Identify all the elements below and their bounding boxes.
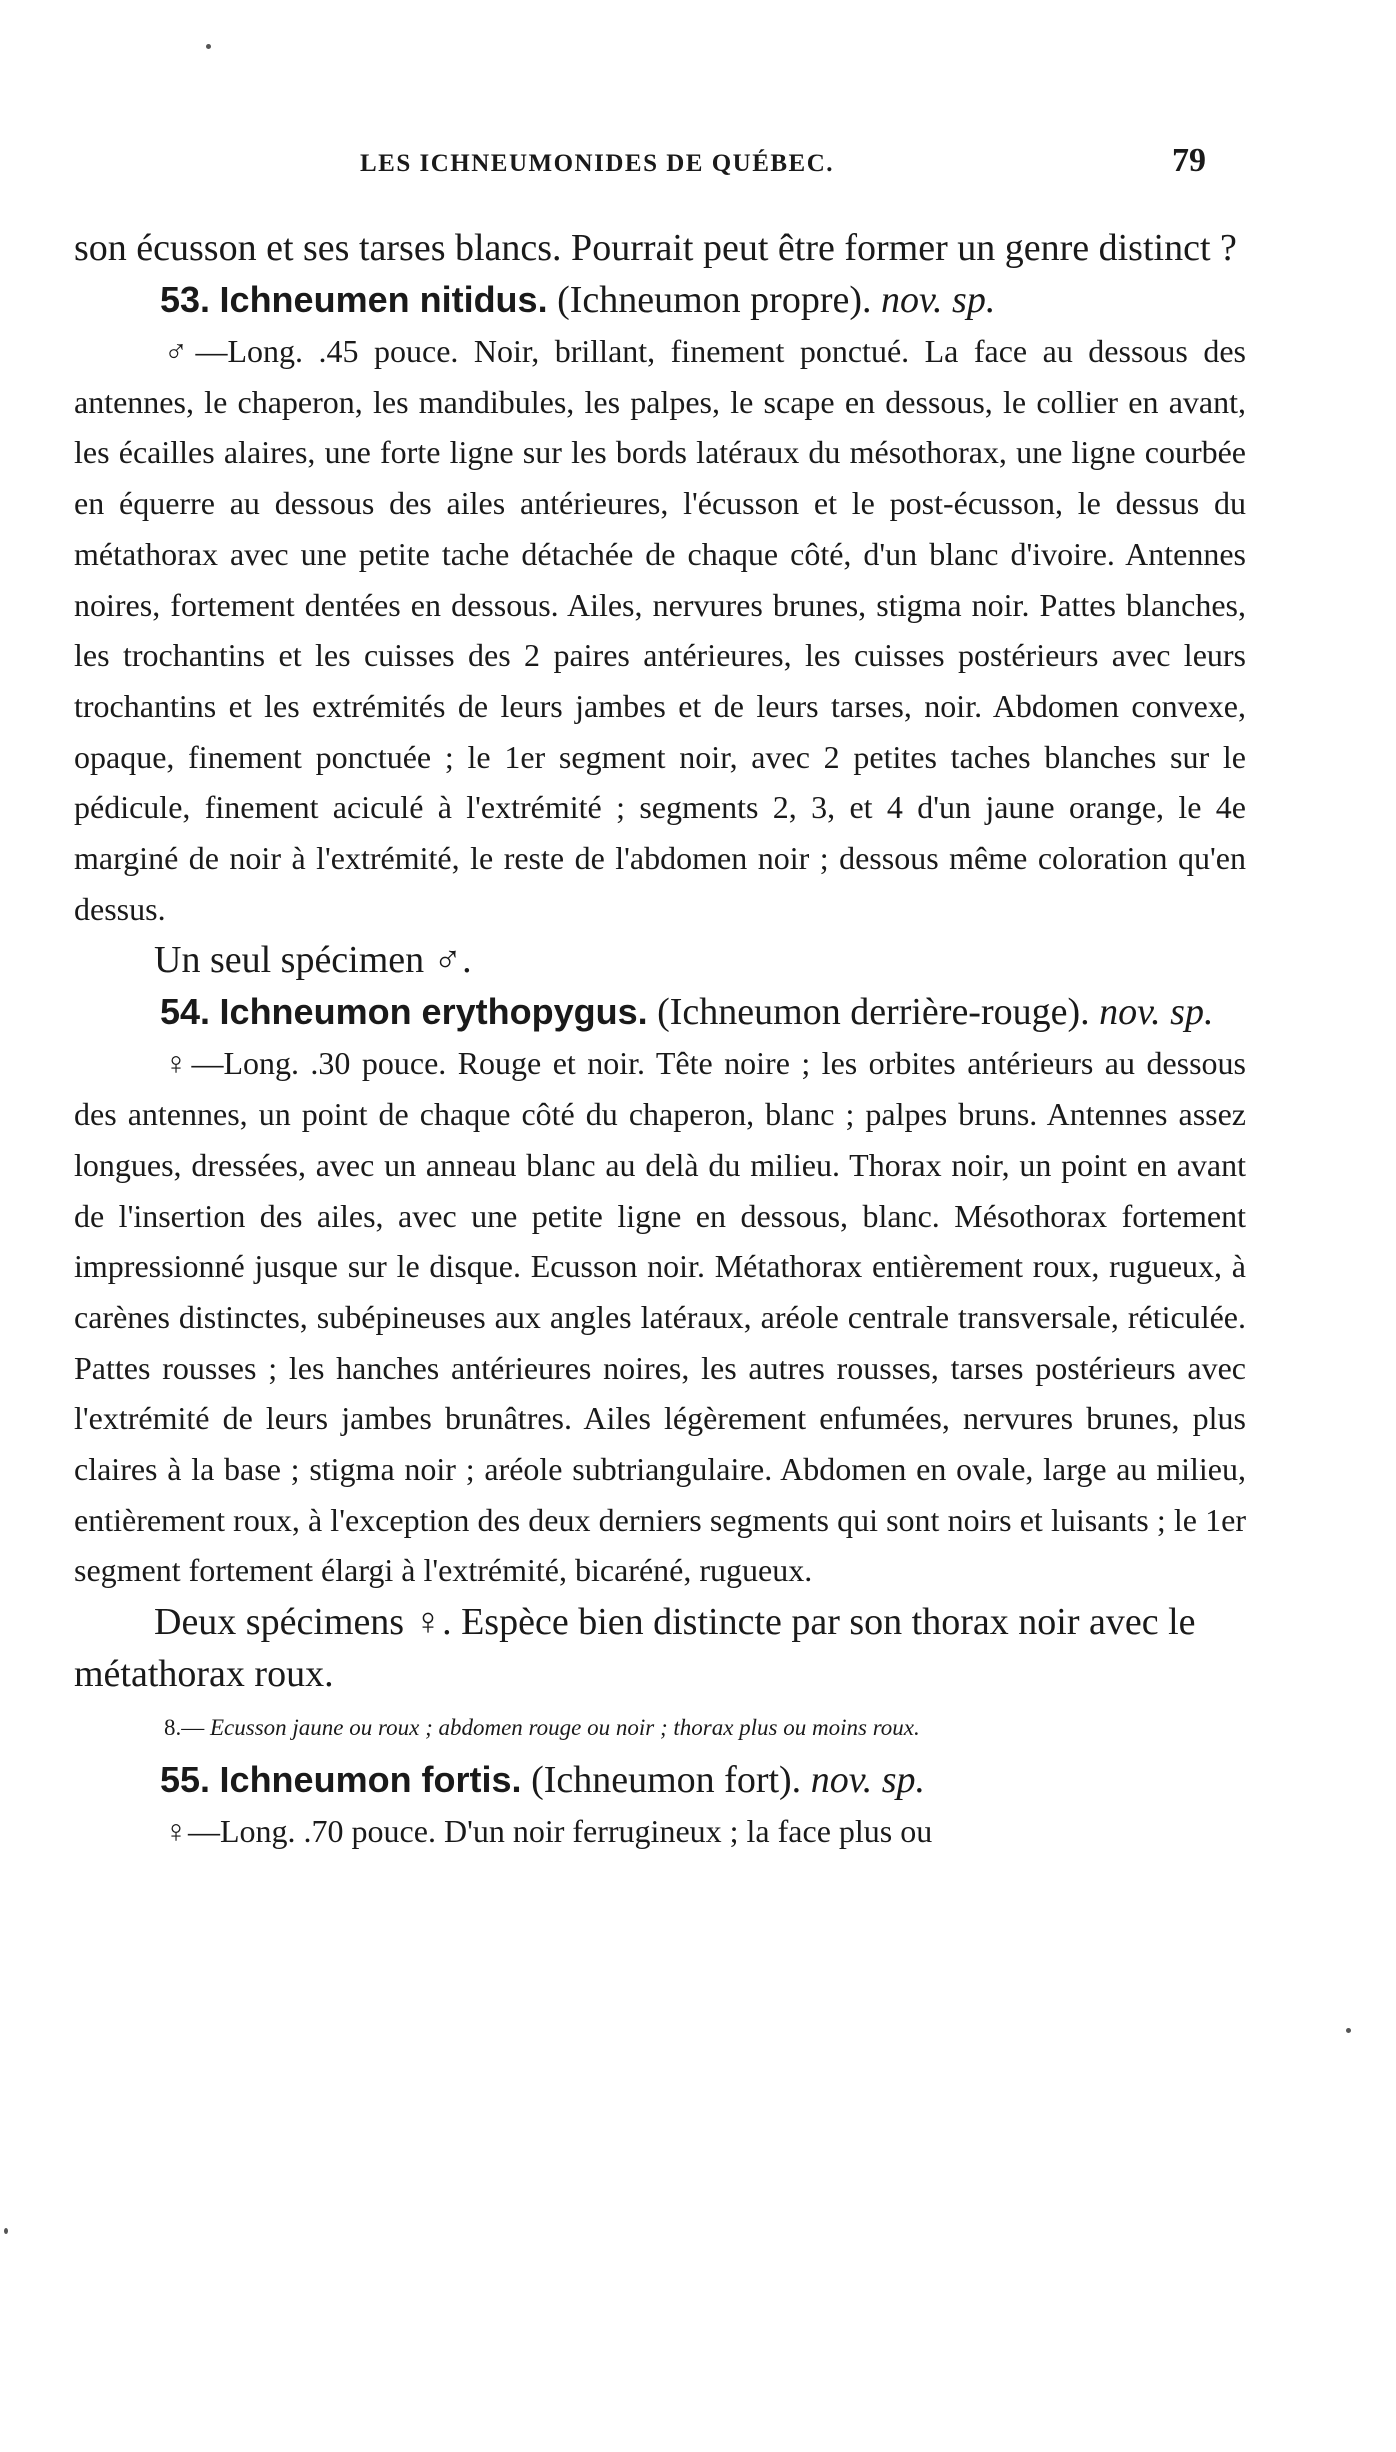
print-speck xyxy=(4,2228,8,2234)
footnote xyxy=(74,1708,1246,1748)
species-status: nov. sp. xyxy=(1099,991,1214,1034)
continuation-paragraph: son écusson et ses tarses blancs. Pourrait peut être former un genre distinct ? xyxy=(74,227,1237,269)
species-status: nov. sp. xyxy=(881,279,996,321)
species-name: Ichneumon erythopygus. xyxy=(219,991,648,1033)
species-heading-53 xyxy=(74,274,1246,326)
species-description-54: ♀—Long. .30 pouce. Rouge et noir. Tête noire ; les orbites antérieurs au dessous des antennes, un point de chaque côté du chaperon, blanc ; palpes bruns. Antennes assez longues, dressées, avec un anneau blanc au delà du milieu. Thorax noir, un point en avant de l'insertion des ailes, avec une petite ligne en dessous, blanc. Mésothorax fortement impressionné jusque sur le disque. Ecusson noir. Métathorax entièrement roux, rugueux, à carènes distinctes, subépineuses aux angles latéraux, aréole centrale transversale, réticulée. Pattes rousses ; les hanches antérieures noires, les autres rousses, tarses postérieurs avec l'extrémité de leurs jambes brunâtres. Ailes légèrement enfumées, nervures brunes, plus claires à la base ; stigma noir ; aréole subtriangulaire. Abdomen en ovale, large au milieu, entièrement roux, à l'exception des deux derniers segments qui sont noirs et luisants ; le 1er segment fortement élargi à l'extrémité, bicaréné, rugueux. xyxy=(74,1045,1246,1589)
species-description-53: ♂—Long. .45 pouce. Noir, brillant, finement ponctué. La face au dessous des antennes, le chaperon, les mandibules, les palpes, le scape en dessous, le collier en avant, les écailles alaires, une forte ligne sur les bords latéraux du mésothorax, une ligne courbée en équerre au dessous des ailes antérieures, l'écusson et le post-écusson, le dessus du métathorax avec une petite tache détachée de chaque côté, d'un blanc d'ivoire. Antennes noires, fortement dentées en dessous. Ailes, nervures brunes, stigma noir. Pattes blanches, les trochantins et les cuisses des 2 paires antérieures, les cuisses postérieurs avec leurs trochantins et les extrémités de leurs jambes et de leurs tarses, noir. Abdomen convexe, opaque, finement ponctuée ; le 1er segment noir, avec 2 petites taches blanches sur le pédicule, finement aciculé à l'extrémité ; segments 2, 3, et 4 d'un jaune orange, le 4e marginé de noir à l'extrémité, le reste de l'abdomen noir ; dessous même coloration qu'en dessus. xyxy=(74,333,1246,927)
species-name: Ichneumen nitidus. xyxy=(219,279,548,320)
species-status: nov. sp. xyxy=(810,1759,926,1802)
footnote-text: Ecusson jaune ou roux ; abdomen rouge ou noir ; thorax plus ou moins roux. xyxy=(210,1715,920,1741)
species-common-name: (Ichneumon propre). xyxy=(557,279,872,321)
species-common-name: (Ichneumon fort). xyxy=(531,1759,802,1802)
running-head: LES ICHNEUMONIDES DE QUÉBEC. xyxy=(360,150,835,177)
specimen-note-54: Deux spécimens ♀. Espèce bien distincte par son thorax noir avec le métathorax roux. xyxy=(74,1601,1196,1696)
species-heading-55 xyxy=(74,1754,1246,1806)
species-description-55: ♀—Long. .70 pouce. D'un noir ferrugineux ; la face plus ou xyxy=(164,1813,933,1850)
species-number: 54. xyxy=(160,991,211,1033)
page-content xyxy=(74,222,1246,1857)
species-number: 55. xyxy=(160,1759,211,1801)
species-heading-54 xyxy=(74,986,1246,1038)
species-name: Ichneumon fortis. xyxy=(219,1759,522,1801)
species-common-name: (Ichneumon derrière-rouge). xyxy=(657,991,1090,1034)
species-number: 53. xyxy=(160,279,211,320)
footnote-marker: 8.— xyxy=(164,1715,205,1741)
print-speck xyxy=(1346,2028,1351,2033)
specimen-note-53: Un seul spécimen ♂. xyxy=(154,939,472,982)
page-number: 79 xyxy=(1172,142,1206,179)
print-speck xyxy=(206,44,211,49)
